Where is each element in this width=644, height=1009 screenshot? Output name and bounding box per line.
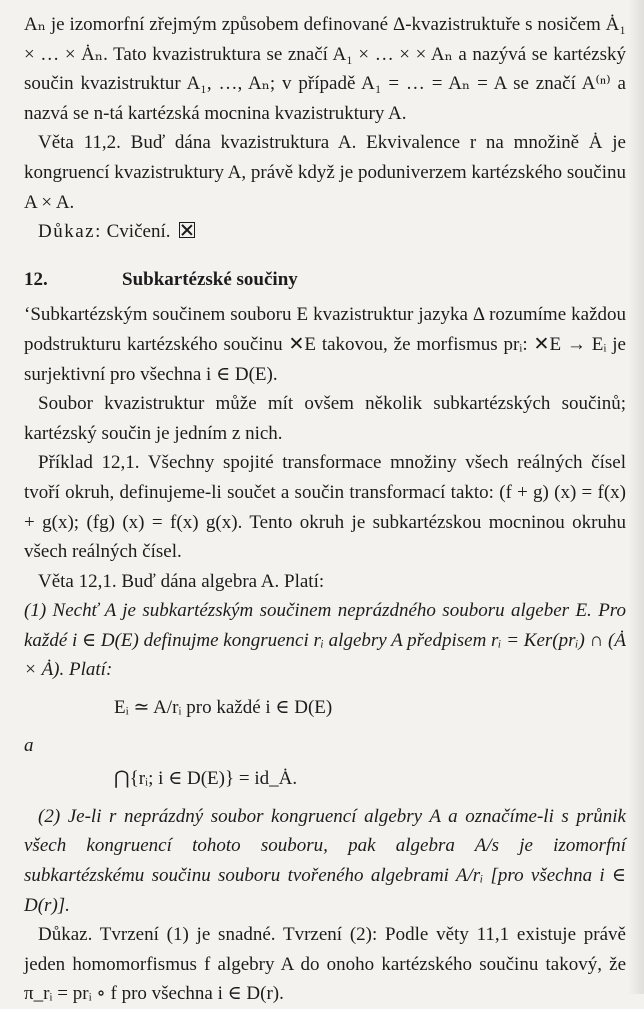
proof-12-1: Důkaz. Tvrzení (1) je snadné. Tvrzení (2): Podle věty 11,1 existuje právě jeden homomorfismus f algebry A do onoho kartézského součinu takový, že π_rᵢ = prᵢ ∘ f pro všechna i ∈ D(r). — [24, 924, 626, 1005]
formula-isomorphism: Eᵢ ≃ A/rᵢ pro každé i ∈ D(E) — [114, 697, 333, 719]
proof-11-2 — [24, 217, 626, 247]
paragraph-cartesian-product: Aₙ je izomorfní zřejmým způsobem definované Δ-kvazistruktuře s nosičem Ȧ₁ × … × Ȧₙ. Tato kvazistruktura se značí A₁ × … × × Aₙ a nazývá se kartézský součin kvazistruktur A₁, …, Aₙ; v případě A₁ = … = Aₙ = A se značí A⁽ⁿ⁾ a nazvá se n-tá kartézská mocnina kvazistruktury A. — [24, 14, 626, 124]
example-12-1: Příklad 12,1. Všechny spojité transformace množiny všech reálných čísel tvoří okruh, definujeme-li součet a součin transformací takto: (f + g) (x) = f(x) + g(x); (fg) (x) = f(x) g(x). Tento okruh je subkartézskou mocninou okruhu všech reálných čísel. — [24, 452, 626, 563]
end-of-proof-icon — [179, 222, 195, 238]
proof-label: Důkaz: — [38, 221, 102, 243]
theorem-11-2: Věta 11,2. Buď dána kvazistruktura A. Ekvivalence r na množině Ȧ je kongruencí kvazistruktury A, právě když je poduniverzem kartézského součinu A × A. — [24, 132, 627, 213]
proof-text: Cvičení. — [106, 221, 171, 243]
formula-intersection: ⋂{rᵢ; i ∈ D(E)} = id_Ȧ. — [114, 768, 298, 790]
definition-subcartesian: ‘Subkartézským součinem souboru E kvazistruktur jazyka Δ rozumíme každou podstrukturu kartézského součinu ✕E takovou, že morfismus prᵢ: ✕E → Eᵢ je surjektivní pro všechna i ∈ D(E). — [24, 304, 626, 385]
conjunction-a: a — [24, 734, 34, 756]
section-number: 12. — [24, 268, 48, 290]
theorem-12-1-head: Věta 12,1. Buď dána algebra A. Platí: — [38, 570, 325, 592]
section-heading — [24, 265, 626, 295]
remark: Soubor kvazistruktur může mít ovšem několik subkartézských součinů; kartézský součin je jedním z nich. — [24, 393, 626, 444]
section-title: Subkartézské součiny — [122, 268, 298, 290]
theorem-12-1-part1: (1) Nechť A je subkartézským součinem neprázdného souboru algeber E. Pro každé i ∈ D(E) definujme kongruenci rᵢ algebry A předpisem rᵢ = Ker(prᵢ) ∩ (Ȧ × Ȧ). Platí: — [24, 600, 626, 681]
theorem-12-1-part2: (2) Je-li r neprázdný soubor kongruencí algebry A a označíme-li s průnik všech kongruencí tohoto souboru, pak algebra A/s je izomorfní subkartézskému součinu souboru tvořeného algebrami A/rᵢ [pro všechna i ∈ D(r)]. — [24, 805, 626, 916]
